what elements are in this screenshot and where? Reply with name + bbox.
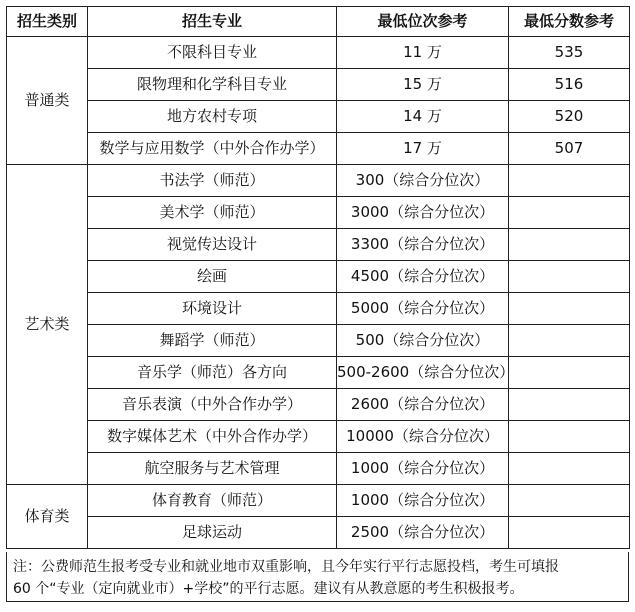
score-cell: 516 <box>509 69 630 101</box>
category-cell: 普通类 <box>7 37 88 165</box>
rank-cell: 10000（综合分位次） <box>337 421 509 453</box>
table-row <box>7 453 630 485</box>
rank-cell: 500（综合分位次） <box>337 325 509 357</box>
footnote <box>6 552 629 602</box>
table-row <box>7 165 630 197</box>
score-cell <box>509 485 630 517</box>
rank-cell: 5000（综合分位次） <box>337 293 509 325</box>
header-rank: 最低位次参考 <box>337 7 509 37</box>
footnote-line-2: 60 个“专业（定向就业市）+学校”的平行志愿。建议有从教意愿的考生积极报考。 <box>13 581 524 597</box>
major-cell: 美术学（师范） <box>88 197 337 229</box>
major-cell: 体育教育（师范） <box>88 485 337 517</box>
table-row <box>7 229 630 261</box>
rank-cell: 2500（综合分位次） <box>337 517 509 549</box>
major-cell: 不限科目专业 <box>88 37 337 69</box>
score-cell <box>509 357 630 389</box>
table-row <box>7 197 630 229</box>
major-cell: 舞蹈学（师范） <box>88 325 337 357</box>
table-row <box>7 517 630 549</box>
major-cell: 地方农村专项 <box>88 101 337 133</box>
rank-cell: 500-2600（综合分位次） <box>337 357 509 389</box>
major-cell: 数字媒体艺术（中外合作办学） <box>88 421 337 453</box>
table-row <box>7 293 630 325</box>
header-major: 招生专业 <box>88 7 337 37</box>
footnote-line-1: 注：公费师范生报考受专业和就业地市双重影响，且今年实行平行志愿投档，考生可填报 <box>13 559 559 575</box>
score-cell: 520 <box>509 101 630 133</box>
score-cell <box>509 517 630 549</box>
score-cell <box>509 389 630 421</box>
major-cell: 航空服务与艺术管理 <box>88 453 337 485</box>
major-cell: 数学与应用数学（中外合作办学） <box>88 133 337 165</box>
score-cell <box>509 197 630 229</box>
major-cell: 音乐表演（中外合作办学） <box>88 389 337 421</box>
rank-cell: 4500（综合分位次） <box>337 261 509 293</box>
major-cell: 音乐学（师范）各方向 <box>88 357 337 389</box>
major-cell: 书法学（师范） <box>88 165 337 197</box>
score-cell <box>509 165 630 197</box>
table-row <box>7 485 630 517</box>
major-cell: 视觉传达设计 <box>88 229 337 261</box>
rank-cell: 11 万 <box>337 37 509 69</box>
admission-table <box>6 6 630 549</box>
score-cell <box>509 453 630 485</box>
table-row <box>7 325 630 357</box>
rank-cell: 300（综合分位次） <box>337 165 509 197</box>
score-cell: 507 <box>509 133 630 165</box>
score-cell <box>509 325 630 357</box>
header-score: 最低分数参考 <box>509 7 630 37</box>
table-row <box>7 69 630 101</box>
score-cell: 535 <box>509 37 630 69</box>
table-row <box>7 421 630 453</box>
score-cell <box>509 261 630 293</box>
rank-cell: 14 万 <box>337 101 509 133</box>
table-row <box>7 101 630 133</box>
rank-cell: 3000（综合分位次） <box>337 197 509 229</box>
table-row <box>7 357 630 389</box>
major-cell: 限物理和化学科目专业 <box>88 69 337 101</box>
major-cell: 环境设计 <box>88 293 337 325</box>
rank-cell: 2600（综合分位次） <box>337 389 509 421</box>
category-cell: 艺术类 <box>7 165 88 485</box>
score-cell <box>509 229 630 261</box>
category-cell: 体育类 <box>7 485 88 549</box>
score-cell <box>509 293 630 325</box>
table-body <box>7 37 630 549</box>
rank-cell: 1000（综合分位次） <box>337 485 509 517</box>
rank-cell: 15 万 <box>337 69 509 101</box>
header-category: 招生类别 <box>7 7 88 37</box>
rank-cell: 17 万 <box>337 133 509 165</box>
score-cell <box>509 421 630 453</box>
rank-cell: 3300（综合分位次） <box>337 229 509 261</box>
table-row <box>7 389 630 421</box>
header-row <box>7 7 630 37</box>
table-row <box>7 261 630 293</box>
rank-cell: 1000（综合分位次） <box>337 453 509 485</box>
major-cell: 绘画 <box>88 261 337 293</box>
table-row <box>7 133 630 165</box>
table-row <box>7 37 630 69</box>
major-cell: 足球运动 <box>88 517 337 549</box>
